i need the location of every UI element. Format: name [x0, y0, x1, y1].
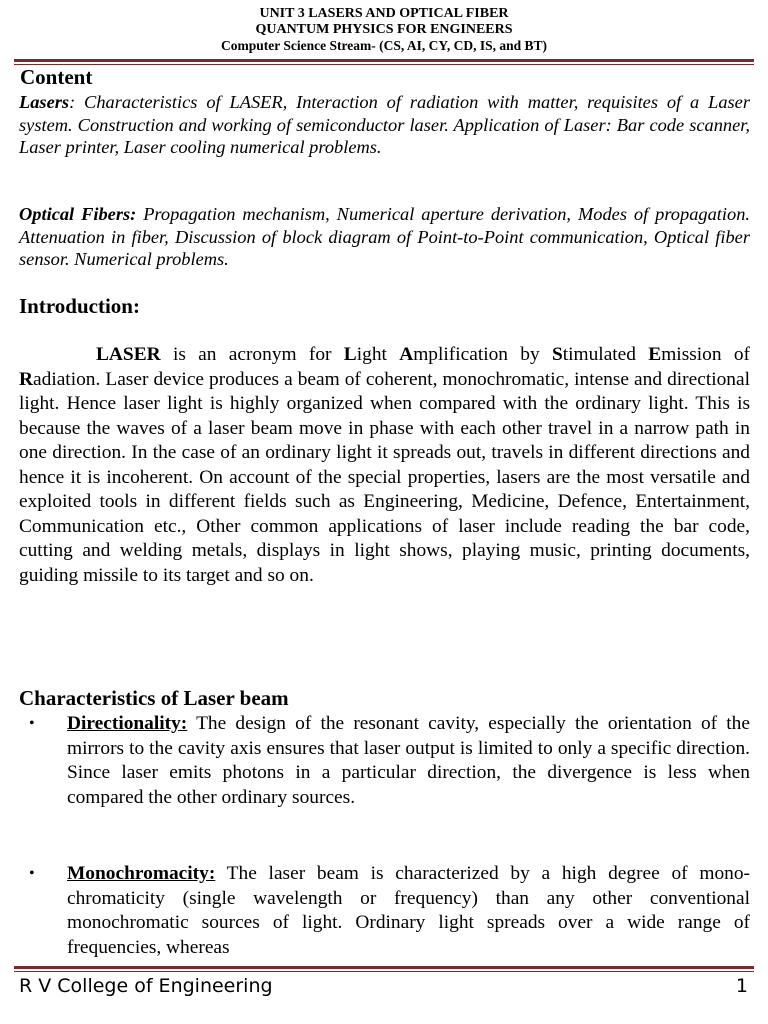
- header-stream: Computer Science Stream- (CS, AI, CY, CD, IS, and BT): [220, 38, 548, 53]
- footer-rule-thin: [14, 971, 754, 972]
- lasers-topics: : Characteristics of LASER, Interaction of radiation with matter, requisites of a Laser system. Construction and working of semiconductor laser. Application of Laser: Bar code scanner, Laser printer, Laser cooling numerical problems.: [19, 92, 750, 157]
- directionality-text: The design of the resonant cavity, especially the orientation of the mirrors to the cavity axis ensures that laser output is limited to only a specific direction. Since laser emits photons in a particular direction, the divergence is less when compared the other ordinary sources.: [67, 713, 750, 808]
- directionality-term: Directionality:: [67, 713, 188, 734]
- header-rule-thin: [14, 64, 754, 65]
- monochromacity-text: The laser beam is characterized by a high degree of mono-chromaticity (single wavelength or frequency) than any other conventional monochromatic sources of light. Ordinary light spreads over a wide range of frequencies, whereas: [67, 863, 750, 958]
- college-name: R V College of Engineering: [19, 975, 273, 997]
- introduction-heading: Introduction:: [19, 294, 140, 318]
- header-rule-thick: [14, 59, 754, 62]
- acronym-letter: A: [399, 344, 414, 365]
- bullet-icon: •: [29, 865, 35, 882]
- content-heading: Content: [20, 65, 93, 89]
- page-header: [0, 6, 768, 54]
- acronym-letter: R: [19, 368, 34, 390]
- intro-text: timulated: [562, 344, 649, 365]
- acronym-letter: L: [343, 344, 357, 365]
- syllabus-optical-fibers: [19, 203, 750, 271]
- fibers-label: Optical Fibers:: [19, 204, 137, 224]
- laser-term: LASER: [96, 344, 161, 365]
- fibers-topics: Propagation mechanism, Numerical aperture derivation, Modes of propagation. Attenuation in fiber, Discussion of block diagram of Point-to-Point communication, Optical fiber sensor. Numerical problems.: [19, 204, 750, 269]
- list-item: [19, 712, 750, 810]
- syllabus-lasers: [19, 91, 750, 159]
- introduction-paragraph: [19, 343, 750, 588]
- footer-rule-thick: [14, 966, 754, 969]
- intro-text: mplification by: [413, 344, 552, 365]
- page-number: 1: [735, 975, 748, 997]
- lasers-label: Lasers: [19, 92, 70, 112]
- characteristics-heading: Characteristics of Laser beam: [19, 686, 289, 710]
- intro-text: is an acronym for: [160, 344, 344, 365]
- header-unit-title: UNIT 3 LASERS AND OPTICAL FIBER: [259, 6, 509, 21]
- page-footer: [19, 975, 750, 997]
- intro-text: ight: [356, 344, 400, 365]
- acronym-letter: S: [551, 344, 563, 365]
- header-course-title: QUANTUM PHYSICS FOR ENGINEERS: [255, 22, 513, 37]
- characteristics-list: [19, 862, 750, 960]
- monochromacity-term: Monochromacity:: [67, 863, 216, 884]
- acronym-letter: E: [648, 344, 662, 365]
- characteristics-list: [19, 712, 750, 810]
- intro-text: mission of: [661, 344, 750, 365]
- list-item: [19, 862, 750, 960]
- bullet-icon: •: [29, 715, 35, 732]
- intro-text: adiation. Laser device produces a beam of coherent, monochromatic, intense and directional light. Hence laser light is highly organized when compared with the ordinary light. This is because the waves of a laser beam move in phase with each other travel in a narrow path in one direction. In the case of an ordinary light it spreads out, travels in different directions and hence it is incoherent. On account of the special properties, lasers are the most versatile and exploited tools in different fields such as Engineering, Medicine, Defence, Entertainment, Communication etc., Other common applications of laser include reading the bar code, cutting and welding metals, displays in light shows, playing music, printing documents, guiding missile to its target and so on.: [19, 368, 750, 586]
